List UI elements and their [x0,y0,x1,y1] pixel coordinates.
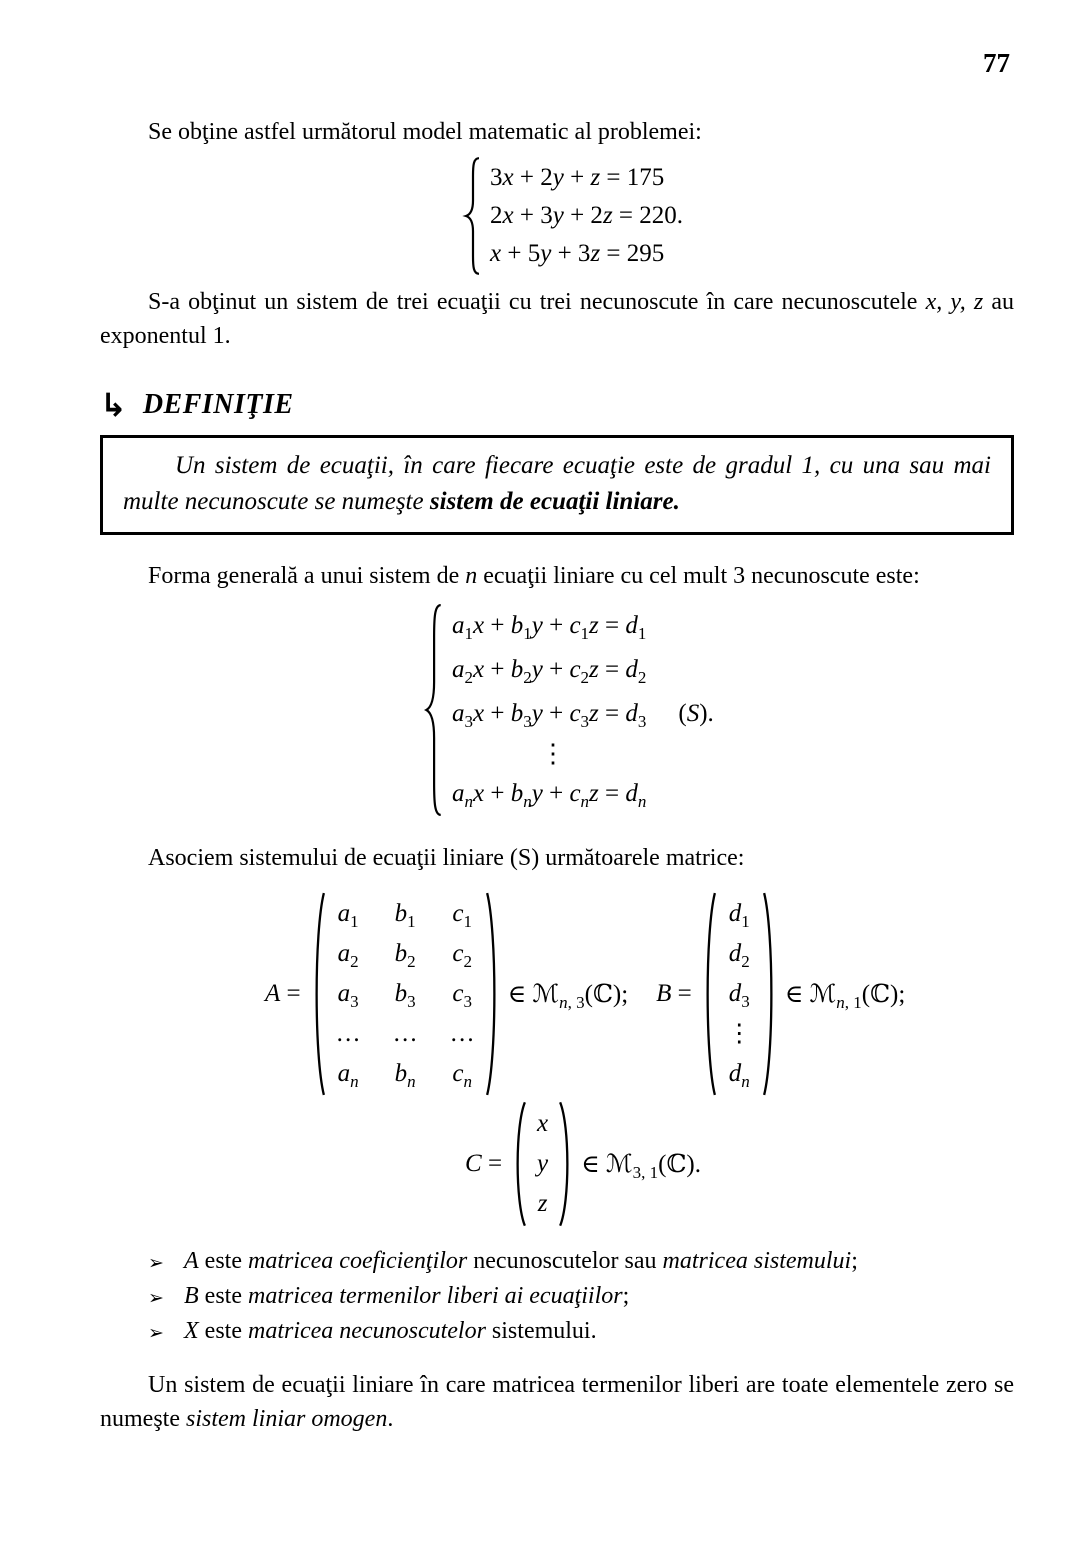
system-equations [490,159,683,273]
left-curly-brace-icon [462,157,482,275]
matrix-cell: $d_2$ [728,940,750,971]
matrix-cell: $a_3$ [337,980,359,1011]
equation-line: $a_nx + b_ny + c_nz = d_n$ [452,780,647,811]
matrix-cell: $a_2$ [337,940,359,971]
list-item-text: B este matricea termenilor liberi ai ecuaţiilor; [184,1283,630,1309]
list-item-text: A este matricea coeficienţilor necunoscutelor sau matricea sistemului; [184,1248,858,1274]
matrix-b [702,891,777,1097]
list-item [148,1315,1014,1350]
matrix-cell: $c_1$ [452,900,472,931]
equation-line: x + 5y + 3z = 295 [490,240,665,267]
matrix-c [512,1101,573,1227]
definition-text: Un sistem de ecuaţii, în care fiecare ecuaţie este de gradul 1, cu una sau mai multe necunoscute se numeşte sistem de ecuaţii liniare. [123,452,991,515]
matrix-cell: $a_1$ [337,900,359,931]
matrices-a-b-row [265,891,1014,1097]
right-paren-icon [485,891,500,1097]
equation-system-general [422,603,1014,817]
definition-box [100,435,1014,535]
equation-line: 2x + 3y + 2z = 220. [490,202,684,229]
matrix-cell: $c_3$ [452,980,472,1011]
vertical-ellipsis: ⋮ [540,739,566,768]
matrix-a-membership: ∈ ℳ$_{n, 3}$(ℂ); [507,981,629,1012]
arrow-bullet-icon: ➢ [148,1322,164,1344]
matrix-cell: $d_n$ [728,1060,750,1091]
matrix-cell: … [449,1020,475,1047]
equation-line [452,692,714,736]
matrix-a-lhs: A = [265,980,301,1007]
matrix-descriptions-list [100,1245,1014,1350]
left-curly-brace-icon [422,603,444,817]
matrix-c-row [465,1101,1014,1227]
list-item [148,1245,1014,1280]
matrix-b-grid [717,891,762,1097]
system-equations [452,604,714,816]
result-paragraph: S-a obţinut un sistem de trei ecuaţii cu trei necunoscute în care necunoscutele x, y, z au exponentul 1. [100,289,1014,349]
right-paren-icon [762,891,777,1097]
matrix-cell: $d_1$ [728,900,750,931]
matrix-cell: $b_1$ [394,900,416,931]
equation-line: $a_1x + b_1y + c_1z = d_1$ [452,612,647,643]
matrix-cell: … [392,1020,418,1047]
matrix-cell: $b_2$ [394,940,416,971]
closing-paragraph: Un sistem de ecuaţii liniare în care matricea termenilor liberi are toate elementele zero se numeşte sistem liniar omogen. [100,1372,1014,1432]
matrix-cell: $d_3$ [728,980,750,1011]
list-item [148,1280,1014,1315]
left-paren-icon [311,891,326,1097]
general-form-intro: Forma generală a unui sistem de n ecuaţii liniare cu cel mult 3 necunoscute este: [148,563,920,589]
matrix-c-membership: ∈ ℳ$_{3, 1}$(ℂ). [581,1151,701,1182]
arrow-bullet-icon: ➢ [148,1252,164,1274]
intro-paragraph: Se obţine astfel următorul model matematic al problemei: [148,119,702,145]
matrices-intro: Asociem sistemului de ecuaţii liniare (S) următoarele matrice: [148,845,745,871]
matrix-cell: $b_n$ [394,1060,416,1091]
matrix-cell: $c_n$ [452,1060,472,1091]
matrix-cell: $a_n$ [337,1060,359,1091]
matrix-cell: … [335,1020,361,1047]
matrix-cell: z [537,1190,548,1217]
matrix-a [311,891,500,1097]
equation-system-model [462,157,1014,275]
right-paren-icon [558,1101,573,1227]
matrix-cell: $b_3$ [394,980,416,1011]
matrix-cell: $c_2$ [452,940,472,971]
matrix-cell: ⋮ [726,1020,752,1047]
definition-title: DEFINIŢIE [142,389,294,420]
left-paren-icon [702,891,717,1097]
matrix-cell: y [537,1150,549,1177]
system-label: (S). [678,700,714,727]
page-number: 77 [983,48,1010,78]
left-paren-icon [512,1101,527,1227]
curved-arrow-icon: ↳ [100,386,127,424]
equation-line: $a_2x + b_2y + c_2z = d_2$ [452,656,647,687]
matrix-c-lhs: C = [465,1150,503,1177]
matrix-c-grid [527,1101,558,1227]
definition-heading [100,386,1014,424]
equation-text: $a_3x + b_3y + c_3z = d_3$ [452,700,647,731]
equation-line: 3x + 2y + z = 175 [490,164,665,191]
matrix-a-grid [326,891,485,1097]
arrow-bullet-icon: ➢ [148,1287,164,1309]
matrix-b-membership: ∈ ℳ$_{n, 1}$(ℂ); [784,981,906,1012]
list-item-text: X este matricea necunoscutelor sistemului. [184,1318,597,1344]
matrix-cell: x [537,1110,549,1137]
matrix-b-lhs: B = [656,980,692,1007]
